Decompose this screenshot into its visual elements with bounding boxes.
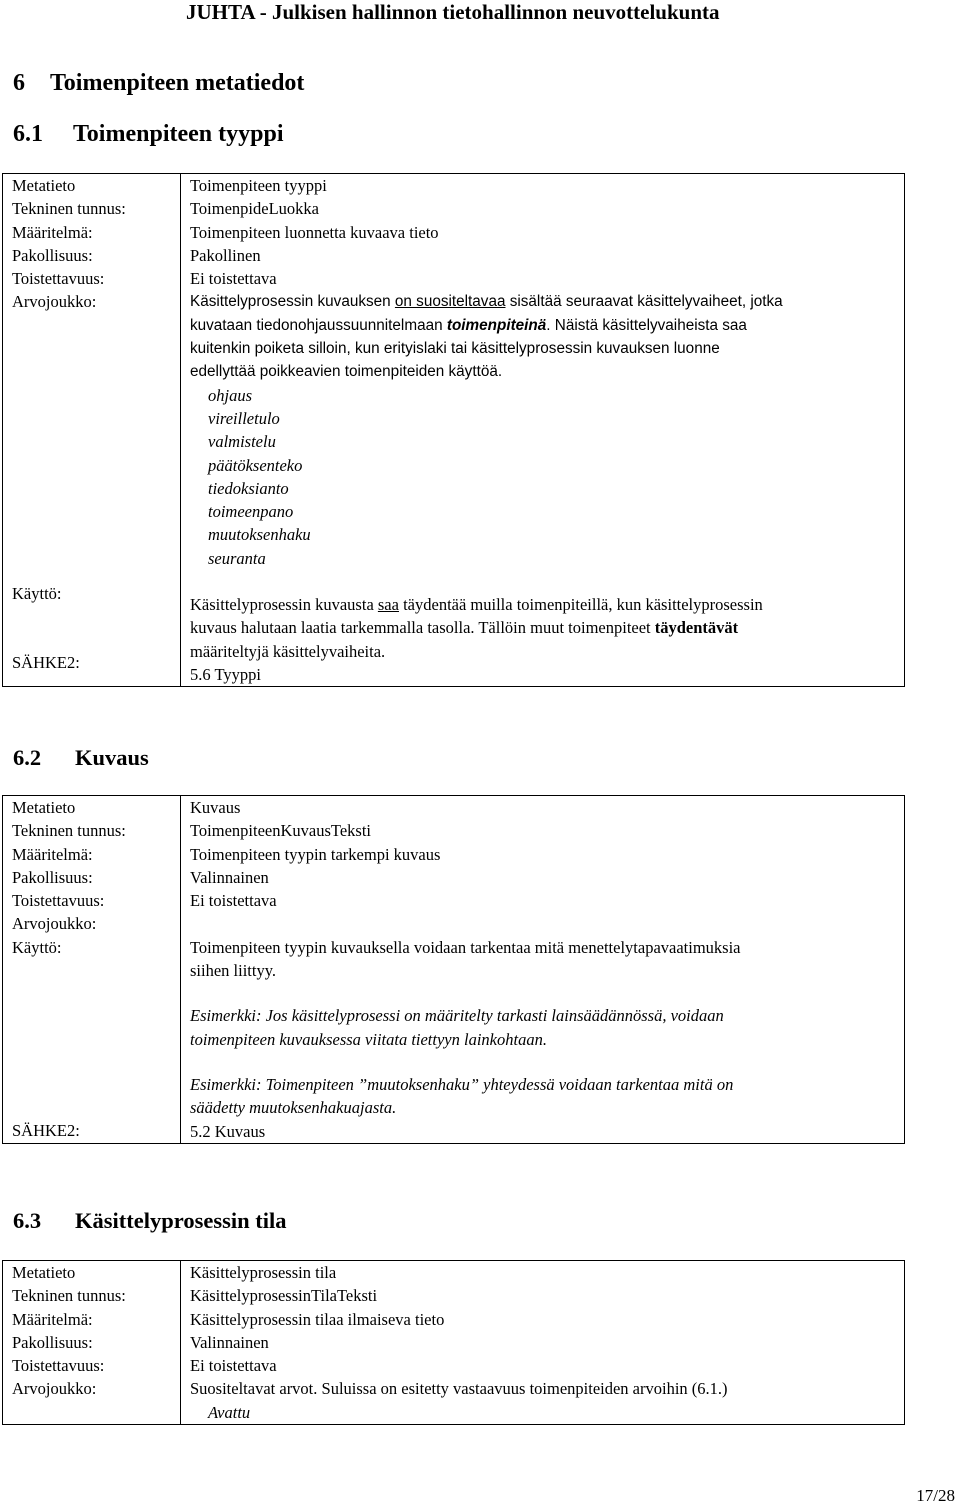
value-tekninen-tunnus: KäsittelyprosessinTilaTeksti: [190, 1286, 378, 1306]
label-arvojoukko: Arvojoukko:: [12, 1379, 97, 1399]
arvojoukko-value: seuranta: [208, 548, 266, 568]
table-row: [3, 1261, 905, 1425]
label-kaytto: Käyttö:: [12, 937, 62, 957]
page-number: 17/28: [916, 1486, 955, 1505]
example-1-line-1: Esimerkki: Jos käsittelyprosessi on määritelty tarkasti lainsäädännössä, voidaan: [190, 1006, 724, 1026]
value-toistettavuus: Ei toistettava: [190, 269, 277, 289]
arvojoukko-text-line-3: kuitenkin poiketa silloin, kun erityislaki tai käsittelyprosessin kuvauksen luonne: [190, 340, 720, 358]
label-tekninen-tunnus: Tekninen tunnus:: [12, 1286, 126, 1306]
arvojoukko-value: päätöksenteko: [208, 455, 303, 475]
section-number: 6.3: [13, 1208, 42, 1233]
value-toistettavuus: Ei toistettava: [190, 1356, 277, 1376]
value-maaritelma: Käsittelyprosessin tilaa ilmaiseva tieto: [190, 1309, 445, 1329]
arvojoukko-text-line-2: kuvataan tiedonohjaussuunnitelmaan toimenpiteinä. Näistä käsittelyvaiheista saa: [190, 316, 747, 334]
label-tekninen-tunnus: Tekninen tunnus:: [12, 199, 126, 219]
value-pakollisuus: Valinnainen: [190, 1332, 269, 1352]
running-header: JUHTA - Julkisen hallinnon tietohallinnon neuvottelukunta: [186, 0, 720, 24]
section-heading-6-1: [13, 121, 283, 148]
label-metatieto: Metatieto: [12, 176, 76, 195]
value-metatieto: Käsittelyprosessin tila: [190, 1263, 337, 1282]
emphasized-term: toimenpiteinä: [446, 316, 547, 334]
label-maaritelma: Määritelmä:: [12, 844, 93, 864]
underlined-word: saa: [377, 595, 399, 615]
kaytto-text-line-1: Käsittelyprosessin kuvausta saa täydentää muilla toimenpiteillä, kun käsittelyprosessin: [190, 595, 763, 615]
section-number: 6.2: [13, 745, 42, 770]
value-metatieto: Toimenpiteen tyyppi: [190, 176, 327, 195]
arvojoukko-value: toimeenpano: [208, 502, 294, 522]
label-arvojoukko: Arvojoukko:: [12, 914, 97, 934]
bold-word: täydentävät: [654, 618, 739, 638]
arvojoukko-value: muutoksenhaku: [208, 525, 311, 545]
values-cell: [181, 796, 905, 1144]
values-cell: [181, 174, 905, 687]
section-title: Kuvaus: [75, 745, 149, 770]
value-metatieto: Kuvaus: [190, 798, 241, 817]
label-maaritelma: Määritelmä:: [12, 222, 93, 242]
chapter-title: Toimenpiteen metatiedot: [50, 70, 305, 96]
labels-cell: [3, 174, 181, 687]
metadata-table-6-1: [2, 173, 905, 687]
label-toistettavuus: Toistettavuus:: [12, 1356, 105, 1376]
value-sahke: 5.6 Tyyppi: [190, 664, 261, 684]
section-heading-6-3: [13, 1208, 286, 1234]
label-arvojoukko: Arvojoukko:: [12, 292, 97, 312]
arvojoukko-value: tiedoksianto: [208, 478, 289, 498]
metadata-table-6-3: [2, 1260, 905, 1425]
chapter-number: 6: [13, 70, 25, 96]
value-pakollisuus: Valinnainen: [190, 867, 269, 887]
values-cell: [181, 1261, 905, 1425]
table-row: [3, 174, 905, 687]
chapter-heading: [13, 70, 304, 97]
arvojoukko-value: ohjaus: [208, 385, 253, 405]
example-2-line-2: säädetty muutoksenhakuajasta.: [190, 1098, 397, 1118]
labels-cell: [3, 1261, 181, 1425]
value-arvojoukko: [190, 912, 896, 935]
arvojoukko-text-line-4: edellyttää poikkeavien toimenpiteiden käyttöä.: [190, 363, 503, 381]
arvojoukko-value: vireilletulo: [208, 408, 280, 428]
example-2-line-1: Esimerkki: Toimenpiteen ”muutoksenhaku” yhteydessä voidaan tarkentaa mitä on: [190, 1074, 734, 1094]
underlined-phrase: on suositeltavaa: [394, 293, 506, 311]
arvojoukko-value: Avattu: [208, 1402, 251, 1422]
value-tekninen-tunnus: ToimenpideLuokka: [190, 199, 319, 219]
label-pakollisuus: Pakollisuus:: [12, 1332, 93, 1352]
arvojoukko-value: valmistelu: [208, 432, 276, 452]
label-pakollisuus: Pakollisuus:: [12, 245, 93, 265]
section-number: 6.1: [13, 121, 43, 147]
section-title: Käsittelyprosessin tila: [75, 1208, 287, 1233]
label-metatieto: Metatieto: [12, 798, 76, 817]
value-maaritelma: Toimenpiteen tyypin tarkempi kuvaus: [190, 844, 441, 864]
label-toistettavuus: Toistettavuus:: [12, 891, 105, 911]
label-metatieto: Metatieto: [12, 1263, 76, 1282]
kaytto-text-line-3: määriteltyjä käsittelyvaiheita.: [190, 641, 386, 661]
section-title: Toimenpiteen tyyppi: [73, 121, 284, 147]
kaytto-text-line-1: Toimenpiteen tyypin kuvauksella voidaan tarkentaa mitä menettelytapavaatimuksia: [190, 937, 741, 957]
labels-cell: [3, 796, 181, 1144]
label-sahke: SÄHKE2:: [12, 1121, 80, 1141]
label-sahke: SÄHKE2:: [12, 653, 80, 673]
label-pakollisuus: Pakollisuus:: [12, 867, 93, 887]
section-heading-6-2: [13, 745, 149, 771]
label-maaritelma: Määritelmä:: [12, 1309, 93, 1329]
table-row: [3, 796, 905, 1144]
label-toistettavuus: Toistettavuus:: [12, 269, 105, 289]
value-tekninen-tunnus: ToimenpiteenKuvausTeksti: [190, 821, 371, 841]
value-pakollisuus: Pakollinen: [190, 245, 261, 265]
value-sahke: 5.2 Kuvaus: [190, 1121, 266, 1141]
arvojoukko-text-line-1: Käsittelyprosessin kuvauksen on suositeltavaa sisältää seuraavat käsittelyvaiheet, jotka: [190, 293, 783, 311]
kaytto-text-line-2: kuvaus halutaan laatia tarkemmalla tasolla. Tällöin muut toimenpiteet täydentävät: [190, 618, 739, 638]
value-toistettavuus: Ei toistettava: [190, 891, 277, 911]
metadata-table-6-2: [2, 795, 905, 1144]
label-tekninen-tunnus: Tekninen tunnus:: [12, 821, 126, 841]
arvojoukko-text-line-1: Suositeltavat arvot. Suluissa on esitetty vastaavuus toimenpiteiden arvoihin (6.1.): [190, 1379, 728, 1399]
label-kaytto: Käyttö:: [12, 583, 62, 603]
value-maaritelma: Toimenpiteen luonnetta kuvaava tieto: [190, 222, 439, 242]
example-1-line-2: toimenpiteen kuvauksessa viitata tiettyyn lainkohtaan.: [190, 1029, 547, 1049]
kaytto-text-line-2: siihen liittyy.: [190, 961, 277, 981]
